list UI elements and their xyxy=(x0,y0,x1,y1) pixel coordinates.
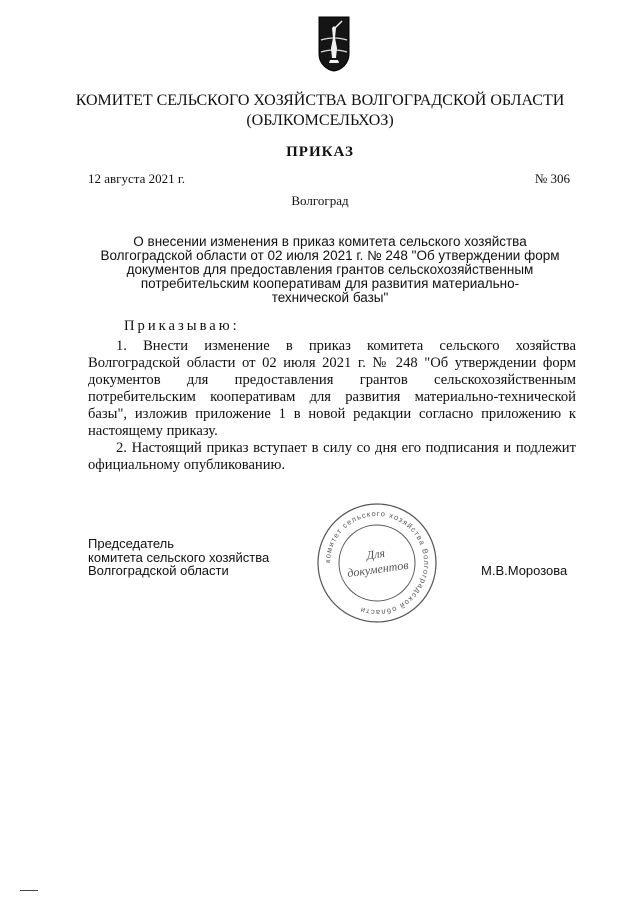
signer-position xyxy=(88,537,269,578)
stamp-ring-text: комитет сельского хозяйства Волгоградской области xyxy=(322,508,432,618)
official-stamp xyxy=(314,500,440,626)
coat-of-arms-icon xyxy=(318,16,350,72)
order-item-2: 2. Настоящий приказ вступает в силу со дня его подписания и подлежит официальному опубликованию. xyxy=(88,440,576,473)
subject-line: технической базы" xyxy=(271,290,389,305)
subject-line: потребительским кооперативам для развития материально- xyxy=(140,276,520,291)
subject-line: Волгоградской области от 02 июля 2021 г. № 248 "Об утверждении форм xyxy=(100,248,560,263)
subject-line: О внесении изменения в приказ комитета сельского хозяйства xyxy=(133,234,527,249)
document-city: Волгоград xyxy=(291,193,349,208)
order-item-1: 1. Внести изменение в приказ комитета сельского хозяйства Волгоградской области от 02 июля 2021 г. № 248 "Об утверждении форм документов для предоставления грантов сельскохозяйственным потребительским кооперативам для развития материально-технической базы", изложив приложение 1 в новой редакции согласно приложению к настоящему приказу. xyxy=(88,338,576,439)
signer-name: М.В.Морозова xyxy=(481,563,568,578)
stamp-center-text: Для xyxy=(365,545,386,563)
orders-heading: Приказываю: xyxy=(124,318,240,334)
document-title: ПРИКАЗ xyxy=(286,144,354,160)
signer-position-line: комитета сельского хозяйства xyxy=(88,549,270,565)
document-subject xyxy=(80,235,580,305)
document-body xyxy=(88,318,576,474)
stamp-center-text: документов xyxy=(346,557,410,581)
subject-line: документов для предоставления грантов сельскохозяйственным xyxy=(126,262,534,277)
org-short-name: (ОБЛКОМСЕЛЬХОЗ) xyxy=(246,112,394,129)
signer-position-line: Председатель xyxy=(88,536,175,551)
document-date: 12 августа 2021 г. xyxy=(88,171,185,186)
org-name-line: КОМИТЕТ СЕЛЬСКОГО ХОЗЯЙСТВА ВОЛГОГРАДСКОЙ ОБЛАСТИ xyxy=(75,92,565,109)
page-margin-mark xyxy=(20,890,38,891)
signer-position-line: Волгоградской области xyxy=(88,563,229,578)
organization-name xyxy=(60,91,580,131)
document-number: № 306 xyxy=(534,171,570,186)
